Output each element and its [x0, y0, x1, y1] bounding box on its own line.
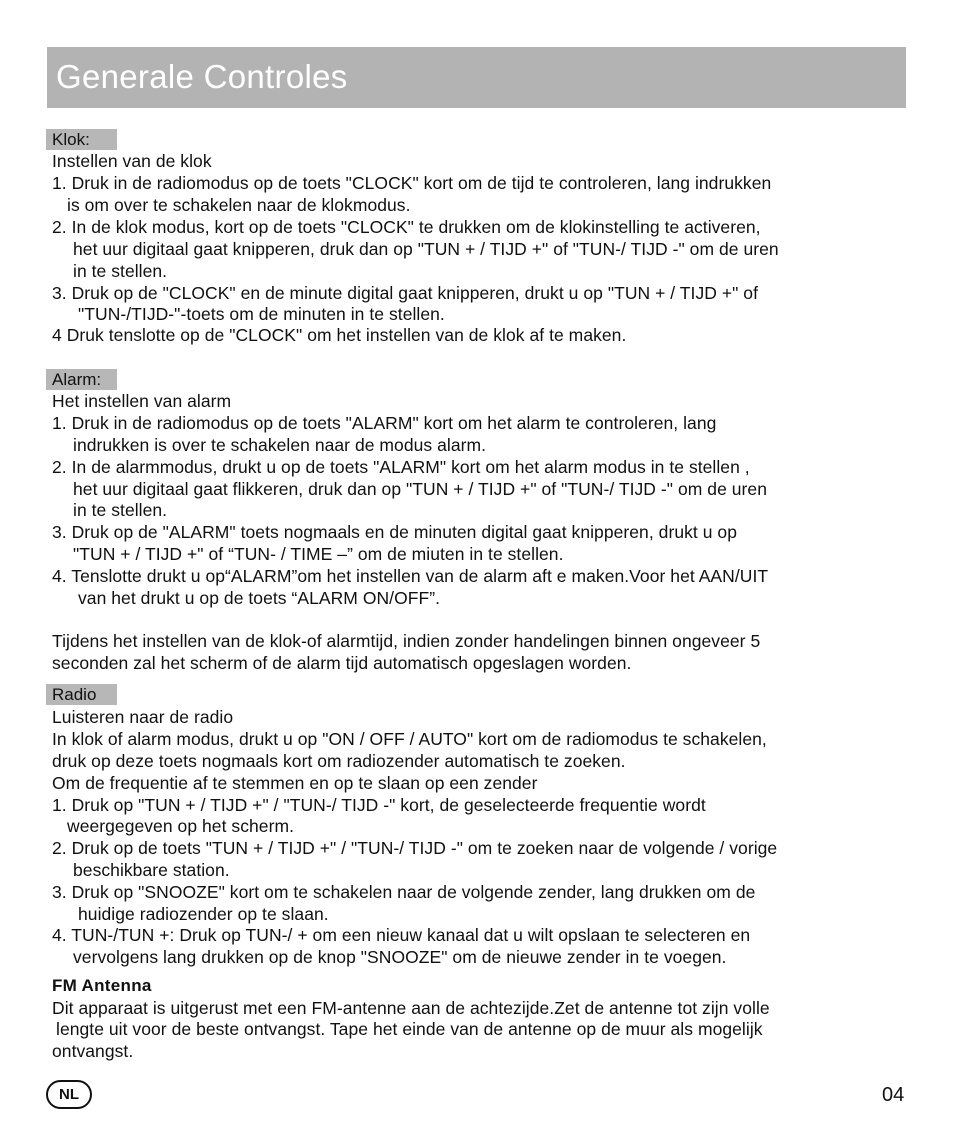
radio-line: druk op deze toets nogmaals kort om radiozender automatisch te zoeken.	[52, 751, 626, 771]
klok-line: 4 Druk tenslotte op de "CLOCK" om het instellen van de klok af te maken.	[52, 325, 627, 345]
klok-line: in te stellen.	[73, 261, 168, 281]
radio-line: 4. TUN-/TUN +: Druk op TUN-/ + om een nieuw kanaal dat u wilt opslaan te selecteren en	[52, 925, 751, 945]
radio-line: Om de frequentie af te stemmen en op te slaan op een zender	[52, 773, 538, 793]
alarm-line: indrukken is over te schakelen naar de modus alarm.	[73, 435, 487, 455]
klok-line: het uur digitaal gaat knipperen, druk dan op "TUN + / TIJD +" of "TUN-/ TIJD -" om de uren	[73, 239, 779, 259]
fm-line: lengte uit voor de beste ontvangst. Tape het einde van de antenne op de muur als mogelijk	[56, 1019, 763, 1039]
klok-line: 2. In de klok modus, kort op de toets "CLOCK" te drukken om de klokinstelling te activeren,	[52, 217, 761, 237]
section-label-alarm: Alarm:	[46, 369, 117, 390]
alarm-line: het uur digitaal gaat flikkeren, druk dan op "TUN + / TIJD +" of "TUN-/ TIJD -" om de uren	[73, 479, 767, 499]
klok-line: 3. Druk op de "CLOCK" en de minute digital gaat knipperen, drukt u op "TUN + / TIJD +" of	[52, 283, 758, 303]
radio-line: vervolgens lang drukken op de knop "SNOOZE" om de nieuwe zender in te voegen.	[73, 947, 727, 967]
alarm-line: 3. Druk op de "ALARM" toets nogmaals en de minuten digital gaat knipperen, drukt u op	[52, 522, 737, 542]
alarm-line: van het drukt u op de toets “ALARM ON/OFF”.	[78, 588, 441, 608]
alarm-line: 1. Druk in de radiomodus op de toets "ALARM" kort om het alarm te controleren, lang	[52, 413, 717, 433]
section-label-radio: Radio	[46, 684, 117, 705]
klok-line: is om over te schakelen naar de klokmodus.	[67, 195, 411, 215]
header-bar	[47, 47, 906, 108]
alarm-line: "TUN + / TIJD +" of “TUN- / TIME –” om de miuten in te stellen.	[73, 544, 564, 564]
page-number: 04	[882, 1084, 905, 1106]
fm-line: ontvangst.	[52, 1041, 134, 1061]
fm-line: Dit apparaat is uitgerust met een FM-antenne aan de achtezijde.Zet de antenne tot zijn volle	[52, 998, 770, 1018]
radio-line: 3. Druk op "SNOOZE" kort om te schakelen naar de volgende zender, lang drukken om de	[52, 882, 756, 902]
alarm-line: 2. In de alarmmodus, drukt u op de toets "ALARM" kort om het alarm modus in te stellen ,	[52, 457, 750, 477]
klok-line: "TUN-/TIJD-"-toets om de minuten in te stellen.	[78, 304, 445, 324]
alarm-note: Tijdens het instellen van de klok-of alarmtijd, indien zonder handelingen binnen ongeveer 5	[52, 631, 761, 651]
klok-subheading: Instellen van de klok	[52, 151, 212, 171]
klok-line: 1. Druk in de radiomodus op de toets "CLOCK" kort om de tijd te controleren, lang indrukken	[52, 173, 772, 193]
radio-line: 1. Druk op "TUN + / TIJD +" / "TUN-/ TIJD -" kort, de geselecteerde frequentie wordt	[52, 795, 706, 815]
alarm-line: 4. Tenslotte drukt u op“ALARM”om het instellen van de alarm aft e maken.Voor het AAN/UIT	[52, 566, 769, 586]
alarm-line: in te stellen.	[73, 500, 168, 520]
alarm-note: seconden zal het scherm of de alarm tijd automatisch opgeslagen worden.	[52, 653, 632, 673]
radio-line: 2. Druk op de toets "TUN + / TIJD +" / "TUN-/ TIJD -" om te zoeken naar de volgende / vorige	[52, 838, 778, 858]
section-label-klok: Klok:	[46, 129, 117, 150]
alarm-subheading: Het instellen van alarm	[52, 391, 232, 411]
radio-line: beschikbare station.	[73, 860, 230, 880]
radio-line: In klok of alarm modus, drukt u op "ON / OFF / AUTO" kort om de radiomodus te schakelen,	[52, 729, 767, 749]
language-badge: NL	[46, 1080, 92, 1109]
radio-subheading: Luisteren naar de radio	[52, 707, 234, 727]
fm-antenna-heading: FM Antenna	[52, 976, 152, 995]
radio-line: weergegeven op het scherm.	[67, 816, 294, 836]
radio-line: huidige radiozender op te slaan.	[78, 904, 329, 924]
page-title: Generale Controles	[56, 58, 348, 95]
